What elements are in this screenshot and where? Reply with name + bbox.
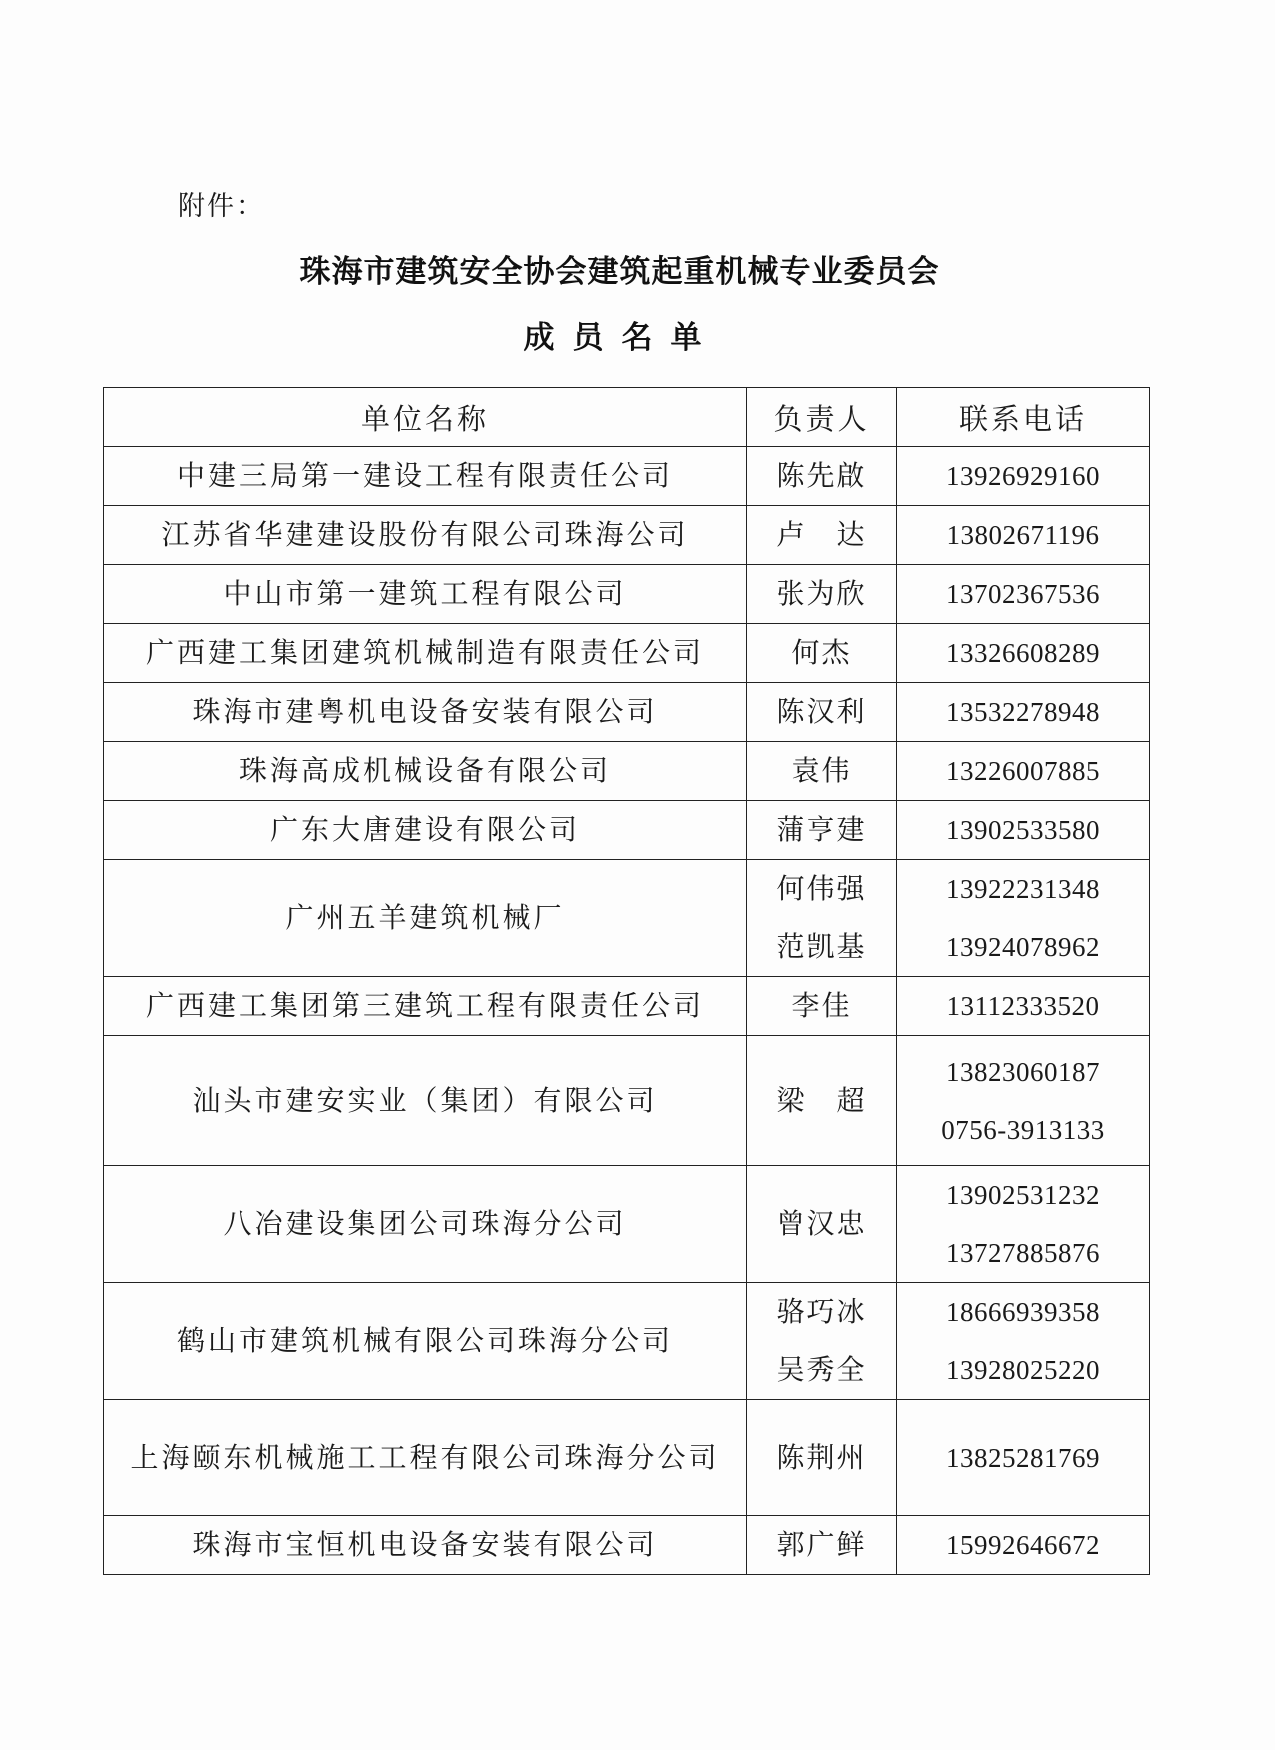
person-name: 范凯基: [776, 930, 867, 963]
phone-number: 13902531232: [946, 1180, 1100, 1210]
table-row: [104, 742, 1150, 801]
phone-cell: 13226007885: [897, 742, 1150, 801]
org-cell: 八冶建设集团公司珠海分公司: [104, 1166, 747, 1283]
phone-cell: [897, 1283, 1150, 1400]
phone-cell: 13326608289: [897, 624, 1150, 683]
org-cell: 珠海市宝恒机电设备安装有限公司: [104, 1516, 747, 1575]
header-phone: 联系电话: [897, 388, 1150, 447]
table-row: [104, 447, 1150, 506]
phone-cell: [897, 860, 1150, 977]
table-row: [104, 683, 1150, 742]
org-cell: 汕头市建安实业（集团）有限公司: [104, 1036, 747, 1166]
attachment-label: 附件：: [178, 191, 265, 222]
org-cell: 珠海市建粤机电设备安装有限公司: [104, 683, 747, 742]
document-title: 珠海市建筑安全协会建筑起重机械专业委员会: [299, 254, 940, 290]
phone-cell: 13802671196: [897, 506, 1150, 565]
org-cell: 鹤山市建筑机械有限公司珠海分公司: [104, 1283, 747, 1400]
phone-number: 0756-3913133: [941, 1114, 1105, 1145]
person-cell: 梁 超: [747, 1036, 897, 1166]
phone-cell: 13112333520: [897, 977, 1150, 1036]
table-row: [104, 1166, 1150, 1283]
phone-number: 13823060187: [946, 1056, 1100, 1087]
person-name: 何伟强: [776, 872, 867, 905]
person-cell: 陈汉利: [747, 683, 897, 742]
phone-number: 13922231348: [946, 874, 1100, 904]
person-cell: 郭广鲜: [747, 1516, 897, 1575]
phone-cell: 13902533580: [897, 801, 1150, 860]
table-header-row: [104, 388, 1150, 447]
table-row: [104, 624, 1150, 683]
table-row: [104, 860, 1150, 977]
person-cell: 卢 达: [747, 506, 897, 565]
table-row: [104, 506, 1150, 565]
org-cell: 江苏省华建建设股份有限公司珠海公司: [104, 506, 747, 565]
person-name: 骆巧冰: [776, 1295, 867, 1328]
table-row: [104, 565, 1150, 624]
member-table: [103, 387, 1150, 1575]
phone-number: 18666939358: [946, 1297, 1100, 1327]
phone-cell: 13926929160: [897, 447, 1150, 506]
person-name: 吴秀全: [776, 1353, 867, 1386]
phone-cell: 13825281769: [897, 1400, 1150, 1516]
table-row: [104, 801, 1150, 860]
header-org: 单位名称: [104, 388, 747, 447]
phone-cell: [897, 1036, 1150, 1166]
phone-number: 13928025220: [946, 1355, 1100, 1385]
person-cell: 李佳: [747, 977, 897, 1036]
phone-cell: [897, 1166, 1150, 1283]
person-cell: 陈先啟: [747, 447, 897, 506]
table-row: [104, 1036, 1150, 1166]
table-row: [104, 1400, 1150, 1516]
table-row: [104, 1283, 1150, 1400]
person-cell: 蒲亨建: [747, 801, 897, 860]
phone-number: 13924078962: [946, 932, 1100, 962]
table-row: [104, 1516, 1150, 1575]
person-cell: 曾汉忠: [747, 1166, 897, 1283]
phone-cell: 15992646672: [897, 1516, 1150, 1575]
phone-number: 13727885876: [946, 1238, 1100, 1268]
org-cell: 中山市第一建筑工程有限公司: [104, 565, 747, 624]
org-cell: 上海颐东机械施工工程有限公司珠海分公司: [104, 1400, 747, 1516]
org-cell: 广西建工集团建筑机械制造有限责任公司: [104, 624, 747, 683]
header-person: 负责人: [747, 388, 897, 447]
person-cell: 张为欣: [747, 565, 897, 624]
org-cell: 广州五羊建筑机械厂: [104, 860, 747, 977]
table-row: [104, 977, 1150, 1036]
person-cell: [747, 860, 897, 977]
person-cell: 何杰: [747, 624, 897, 683]
document-subtitle: 成员名单: [523, 320, 720, 356]
phone-cell: 13702367536: [897, 565, 1150, 624]
org-cell: 珠海高成机械设备有限公司: [104, 742, 747, 801]
person-cell: [747, 1283, 897, 1400]
person-cell: 袁伟: [747, 742, 897, 801]
org-cell: 中建三局第一建设工程有限责任公司: [104, 447, 747, 506]
phone-cell: 13532278948: [897, 683, 1150, 742]
org-cell: 广东大唐建设有限公司: [104, 801, 747, 860]
org-cell: 广西建工集团第三建筑工程有限责任公司: [104, 977, 747, 1036]
person-cell: 陈荆州: [747, 1400, 897, 1516]
